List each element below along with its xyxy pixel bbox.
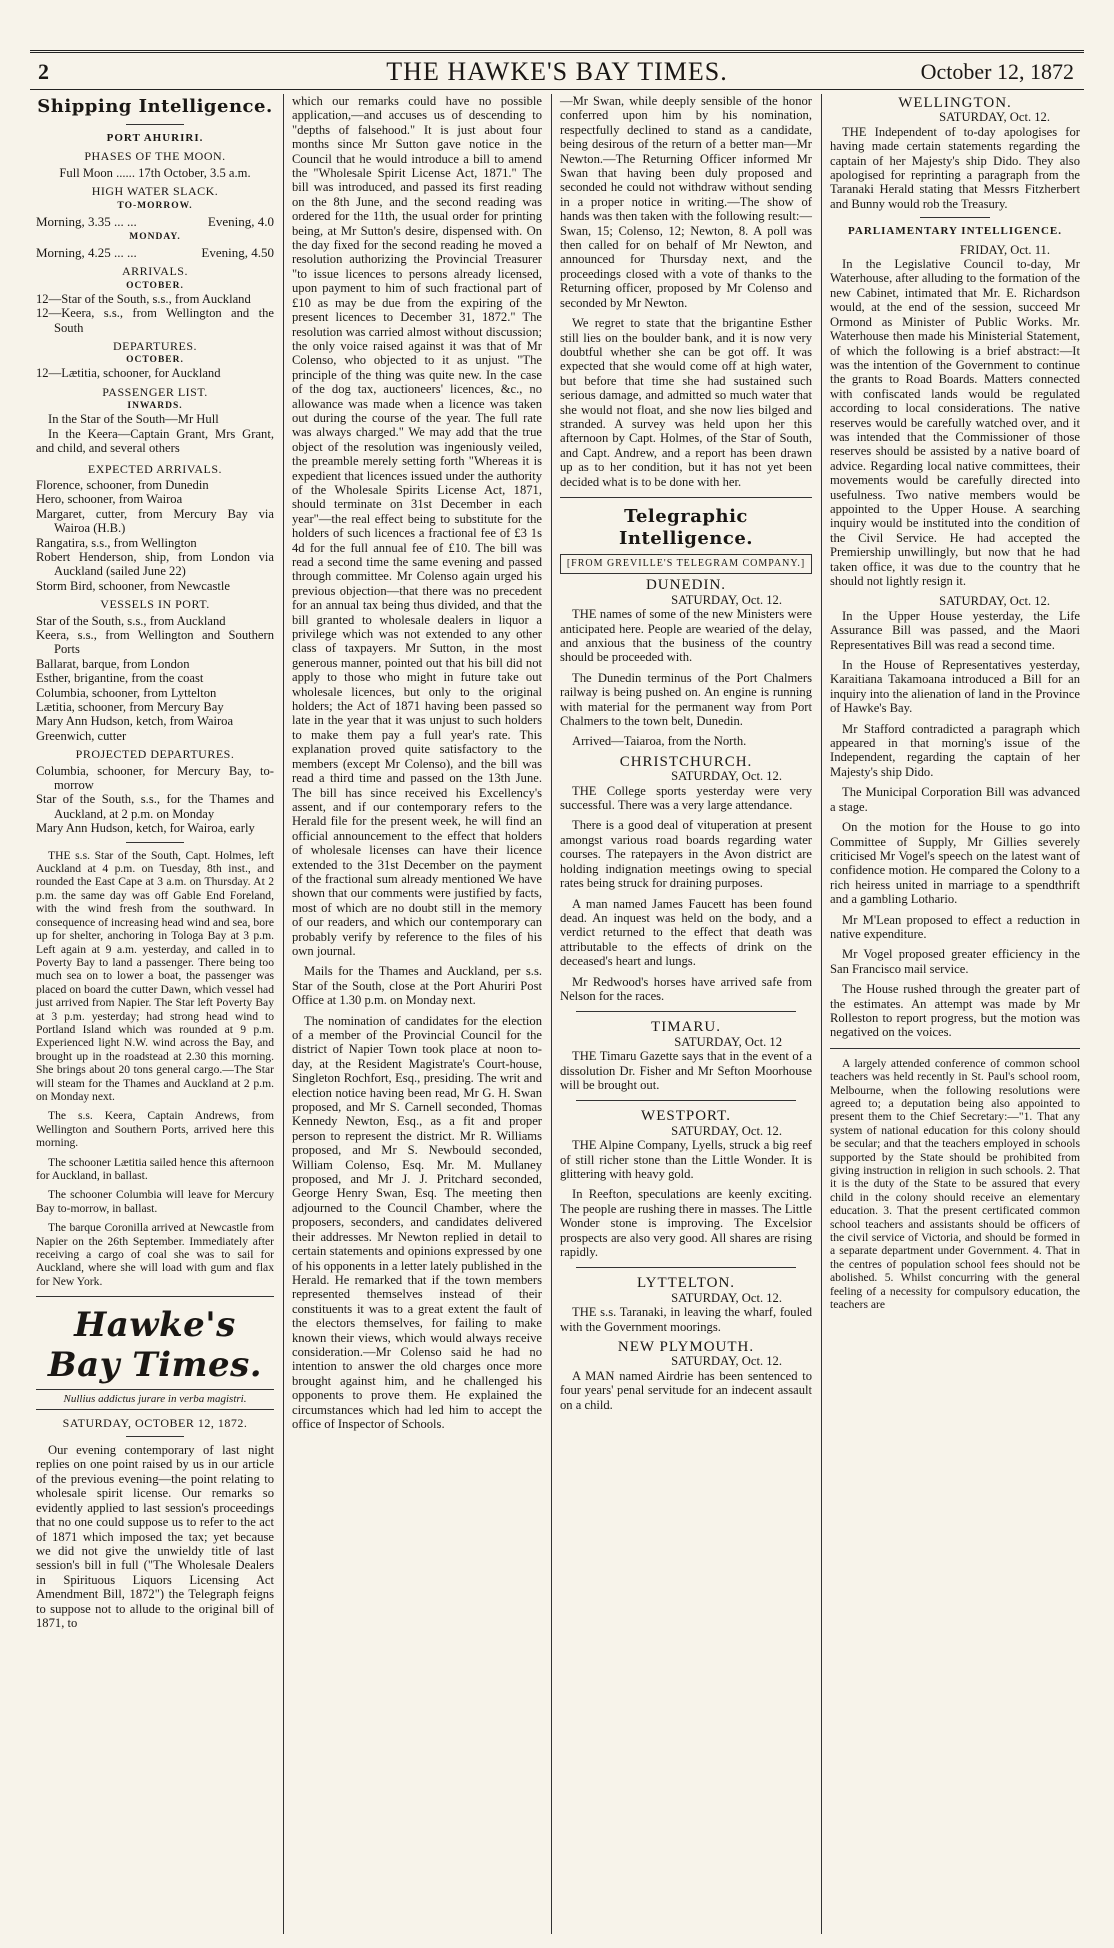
lyttelton-date: SATURDAY, Oct. 12. xyxy=(671,1290,782,1305)
tide-evening-2: Evening, 4.50 xyxy=(201,245,274,261)
columns xyxy=(30,94,1084,1934)
shipping-heading: Shipping Intelligence. xyxy=(37,96,273,117)
christchurch-heading: CHRISTCHURCH. xyxy=(619,753,753,770)
friday-date: FRIDAY, Oct. 11. xyxy=(959,242,1050,257)
parliament-paragraph: In the Legislative Council to-day, Mr Waterhouse, after alluding to the formation of the new Cabinet, intimated that Mr. E. Richardson would, at the end of the session, succeed Mr Ormond as Minister of Public Works. Mr. Waterhouse then made his Ministerial Statement, of which the following is a brief abstract:—It was the intention of the Government to continue the grants to Road Boards. Matters connected with confiscated lands would be regulated according to local considerations. The native reserves would be carefully watched over, and it was intended that the Commissioner of those reserves should be assisted by a native board of advice. Regarding local native committees, their movements would be carefully directed into usefulness. Two native members would be appointed to the Upper House. A searching inquiry would be instituted into the condition of the Civil Service. He had accepted the Premiership unwillingly, but now that he had taken office, it was due to the country that he should not lightly resign it. xyxy=(830,257,1080,588)
expected-item: Hero, schooner, from Wairoa xyxy=(36,492,183,507)
motto: Nullius addictus jurare in verba magistri. xyxy=(36,1389,274,1409)
christchurch-date: SATURDAY, Oct. 12. xyxy=(671,769,782,784)
timaru-date: SATURDAY, Oct. 12 xyxy=(674,1034,782,1049)
projected-item: Mary Ann Hudson, ketch, for Wairoa, early xyxy=(36,821,255,836)
departures-month: OCTOBER. xyxy=(126,355,184,366)
inwards-label: INWARDS. xyxy=(127,401,183,412)
moon-heading: PHASES OF THE MOON. xyxy=(84,149,226,164)
nomination-continued: —Mr Swan, while deeply sensible of the honor conferred upon him by his nomination, respectfully declined to stand as a candidate, being desirous of the return of a better man—Mr Newton.—The Returning Officer informed Mr Swan that having been duly proposed and seconded he could not withdraw without sending in a proper notice in writing.—The show of hands was then taken with the following result:—Swan, 15; Colenso, 12; Newton, 8. A poll was then called for on behalf of Mr Newton, and announced for Thursday next, and the proceedings closed with a vote of thanks to the Returning officer, proposed by Mr Colenso and seconded by Mr Newton. xyxy=(560,94,812,310)
issue-date: October 12, 1872 xyxy=(920,59,1074,84)
divider xyxy=(830,1048,1080,1049)
shipping-paragraph: The schooner Lætitia sailed hence this afternoon for Auckland, in ballast. xyxy=(36,1155,274,1182)
expected-arrivals-heading: EXPECTED ARRIVALS. xyxy=(87,461,223,476)
divider xyxy=(36,1296,274,1297)
wellington-date: SATURDAY, Oct. 12. xyxy=(939,110,1050,125)
parliament-paragraph: Mr Vogel proposed greater efficiency in the San Francisco mail service. xyxy=(830,947,1080,976)
nomination-paragraph: The nomination of candidates for the election of a member of the Provincial Council for the district of Napier Town took place at noon to-day, at the Resident Magistrate's Court-house, Singleton Rochfort, Esq., presiding. The writ and election notice having been read, Mr G. H. Swan proposed, and Mr S. Carnell seconded, Thomas Kennedy Newton, Esq., as a fit and proper person to represent the district. Mr R. Williams proposed, and Mr S. Newbould seconded, William Colenso, Esq. Mr. M. Mullaney proposed, and Mr J. J. Pritchard seconded, George Henry Swan, Esq. The meeting then adjourned to the Council Chamber, where the proposers, seconders, and candidates delivered their addresses. Mr Newton replied in detail to certain statements and opinions expressed by one of his opponents in a letter lately published in the Herald. He remarked that if the town members represented themselves instead of their constituents it was to a great extent the fault of the electors themselves, for failing to make known their views, which would always receive consideration.—Mr Colenso said he had no intention to answer the old charges once more brought against him, and he challenged his opponents to prove them. He explained the circumstances which had led him to accept the office of Inspector of Schools. xyxy=(292,1013,542,1431)
parliament-paragraph: The House rushed through the greater part of the estimates. An attempt was made by Mr Rolleston to report progress, but the motion was negatived on the voices. xyxy=(830,982,1080,1040)
parliament-paragraph: In the Upper House yesterday, the Life Assurance Bill was passed, and the Maori Representatives Bill was read a second time. xyxy=(830,608,1080,652)
new-plymouth-heading: NEW PLYMOUTH. xyxy=(617,1339,755,1356)
tomorrow-label: TO-MORROW. xyxy=(117,200,193,211)
christchurch-paragraph: THE College sports yesterday were very successful. There was a very large attendance. xyxy=(560,783,812,813)
mails-paragraph: Mails for the Thames and Auckland, per s.s. Star of the South, close at the Port Ahuriri Post Office at 1.30 p.m. on Monday next. xyxy=(292,964,542,1008)
shipping-paragraph: THE s.s. Star of the South, Capt. Holmes, left Auckland at 4 p.m. on Tuesday, 8th inst., and rounded the East Cape at 3 a.m. on Thursday. At 2 p.m. the same day was off Gable End Foreland, with the wind fresh from the southward. In consequence of increasing head wind and sea, bore up for shelter, anchoring in Tologa Bay at 3 p.m. Left again at 9 a.m. yesterday, and called in to Poverty Bay to land a passenger. There being too much sea on to lower a boat, the passenger was placed on board the cutter Dawn, which vessel had just arrived from Napier. The Star left Poverty Bay at 3 p.m. yesterday; had strong head wind to Portland Island which was rounded at 9 p.m. Experienced light N.W. wind across the Bay, and brought up in the roadstead at 2.30 this morning. She brings about 20 tons general cargo.—The Star will steam for the Thames and Auckland at 2 p.m. on Monday next. xyxy=(36,848,274,1103)
tide-evening-1: Evening, 4.0 xyxy=(207,213,274,229)
passenger-list-heading: PASSENGER LIST. xyxy=(102,384,208,399)
expected-item: Robert Henderson, ship, from London via Auckland (sailed June 22) xyxy=(36,549,274,579)
projected-item: Star of the South, s.s., for the Thames and Auckland, at 2 p.m. on Monday xyxy=(36,792,274,821)
conference-paragraph: A largely attended conference of common school teachers was held recently in St. Paul's school room, Melbourne, when the following resolutions were agreed to; a deputation being also appointed to present them to the Chief Secretary:—"1. That any system of national education for this colony should be secular; and that the teachers employed in schools supported by the State should be prohibited from giving instruction in religion in such schools. 2. That it is the duty of the State to be assured that every child in the colony should receive an elementary education. 3. That the present certificated common school teachers and assistants should be officers of the civil service of Victoria, and should be formed in a separate department under Government. 4. That in the centres of population school fees should not be abolished. 5. Whilst concurring with the general feeling of a necessity for compulsory education, the teachers are xyxy=(830,1056,1080,1312)
editorial-paragraph: Our evening contemporary of last night replies on one point raised by us in our article of the previous evening—the point relating to wholesale spirit license. Our remarks so evidently applied to last session's proceedings that no one could suppose us to refer to the act of 1871 which imposed the tax; yet because we did not give the unwieldy title of last session's bill in full ("The Wholesale Dealers in Spirituous Liquors Licensing Act Amendment Bill, 1872") the Telegraph feigns to suppose not to allude to the original bill of 1871, to xyxy=(36,1443,274,1630)
parliament-paragraph: Mr M'Lean proposed to effect a reduction in native expenditure. xyxy=(830,912,1080,941)
column-rule xyxy=(551,94,552,1934)
dunedin-date: SATURDAY, Oct. 12. xyxy=(671,592,782,607)
lyttelton-paragraph: THE s.s. Taranaki, in leaving the wharf, fouled with the Government moorings. xyxy=(560,1305,812,1334)
telegraph-source: [FROM GREVILLE'S TELEGRAM COMPANY.] xyxy=(560,554,812,574)
wellington-heading: WELLINGTON. xyxy=(898,95,1012,111)
column-2 xyxy=(286,94,548,1934)
port-item: Columbia, schooner, from Lyttelton xyxy=(36,685,217,700)
wellington-paragraph: THE Independent of to-day apologises for having made certain statements regarding the captain of her Majesty's ship Dido. They also apologised for reprinting a paragraph from the Taranaki Herald stating that Messrs Fitzherbert and Bunny would rob the Treasury. xyxy=(830,124,1080,211)
new-plymouth-date: SATURDAY, Oct. 12. xyxy=(671,1354,782,1369)
divider xyxy=(126,124,184,125)
vessels-in-port-heading: VESSELS IN PORT. xyxy=(100,597,210,612)
arrival-item: 12—Keera, s.s., from Wellington and the South xyxy=(36,306,274,335)
new-plymouth-paragraph: A MAN named Airdrie has been sentenced to four years' penal servitude for an indecent assault on a child. xyxy=(560,1368,812,1412)
port-item: Ballarat, barque, from London xyxy=(36,656,190,671)
port-item: Mary Ann Hudson, ketch, from Wairoa xyxy=(36,714,234,729)
shipping-paragraph: The schooner Columbia will leave for Mercury Bay to-morrow, in ballast. xyxy=(36,1188,274,1215)
tide-morning-2: Morning, 4.25 ... ... xyxy=(36,245,137,261)
port-item: Lætitia, schooner, from Mercury Bay xyxy=(36,700,224,714)
parliamentary-heading: PARLIAMENTARY INTELLIGENCE. xyxy=(847,225,1063,238)
port-item: Star of the South, s.s., from Auckland xyxy=(36,613,226,628)
westport-paragraph: In Reefton, speculations are keenly exciting. The people are rushing there in masses. The Little Wonder stone is improving. The Excelsior prospects are also very good. All shares are rising rapidly. xyxy=(560,1187,812,1260)
newspaper-title: THE HAWKE'S BAY TIMES. xyxy=(386,57,728,86)
expected-item: Margaret, cutter, from Mercury Bay via Wairoa (H.B.) xyxy=(36,506,274,536)
monday-label: MONDAY. xyxy=(129,232,181,243)
expected-item: Florence, schooner, from Dunedin xyxy=(36,477,209,492)
expected-item: Rangatira, s.s., from Wellington xyxy=(36,535,197,550)
page-number: 2 xyxy=(38,59,49,84)
divider xyxy=(576,1267,796,1268)
christchurch-paragraph: Mr Redwood's horses have arrived safe from Nelson for the races. xyxy=(560,974,812,1003)
dunedin-paragraph: The Dunedin terminus of the Port Chalmers railway is being pushed on. An engine is running with material for the permanent way from Port Chalmers to the town belt, Dunedin. xyxy=(560,670,812,729)
column-rule xyxy=(821,94,822,1934)
westport-date: SATURDAY, Oct. 12. xyxy=(671,1123,782,1138)
telegraphic-heading: Telegraphic Intelligence. xyxy=(618,505,754,549)
parliament-paragraph: In the House of Representatives yesterday, Karaitiana Takamoana introduced a Bill for an inquiry into the alienation of land in the Province of Hawke's Bay. xyxy=(830,658,1080,716)
timaru-heading: TIMARU. xyxy=(651,1019,721,1036)
tide-row-2 xyxy=(36,246,274,260)
moon-line: Full Moon ...... 17th October, 3.5 a.m. xyxy=(59,165,251,180)
esther-paragraph: We regret to state that the brigantine Esther still lies on the boulder bank, and it is now very doubtful whether she can be got off. It was expected that she would come off at high water, but before that time she had sustained such serious damage, and admitted so much water that she would not float, and she now lies bilged and stranded. A survey was held upon her this afternoon by Capt. Holmes, of the Star of South, and Capt. Andrew, and a report has been drawn up as to her condition, but it has not yet been decided what is to be done with her. xyxy=(560,316,812,489)
arrival-item: 12—Star of the South, s.s., from Auckland xyxy=(36,291,251,306)
christchurch-paragraph: A man named James Faucett has been found dead. An inquest was held on the body, and a verdict returned to the effect that death was attributable to the effects of drink on the deceased's heart and lungs. xyxy=(560,896,812,969)
passenger-item: In the Keera—Captain Grant, Mrs Grant, and child, and several others xyxy=(36,426,274,456)
editorial-continued: which our remarks could have no possible application,—and accuses us of descending to "depths of falsehood." It is just about four months since Mr Sutton gave notice in the Council that he would introduce a bill to amend the "Wholesale Spirit License Act, 1871." The bill was introduced, and passed its first reading on the 8th June, and the second reading was ordered for the 11th, the usual order for printing being, at Mr Sutton's desire, dispensed with. On the day fixed for the second reading he moved a resolution authorizing the Provincial Treasurer "to issue licences to persons already licensed, upon payment to him of such fractional part of £10 as may be due from the expiring of the present licences to December 31, 1872." The resolution was carried almost without discussion; the only voice raised against it was that of Mr Colenso, who objected to it as unjust. "The principle of the thing was quite new. In the case of the dog tax, auctioneers' licences, &c., no allowance was made when a licence was taken out during the course of the year. The full rate was always charged." We may add that the true object of the resolution was ingeniously veiled, the preamble merely setting forth "Whereas it is expedient that licences issued under the authority of the Wholesale Spirits License Act, 1871, should terminate on 31st December in each year"—the real effect being to substitute for the holders of such licences a fractional fee of £3 1s 4d for the full annual fee of £10. The bill was read a second time the same evening and passed through committee. Mr Colenso again urged his previous objection—that there was no precedent for an annual tax being thus divided, and that the bill granted to wholesale dealers in liquor a privilege which was not extended to any other class of taxpayers. Mr Sutton, in the most generous manner, pointed out that his bill did not apply to those who might in future take out wholesale licences, but only to the original holders; the Act of 1871 having been passed so late in the year that it was unjust to such holders to make them pay a full year's rate. This explanation proved quite satisfactory to the members (except Mr Colenso), and the bill was read a third time and passed on the 13th June. The bill has since received his Excellency's assent, and if our contemporary refers to the Herald file for the present week, he will find an official announcement to the effect that holders of wholesale licenses can have their licence extended to the 31st December on the payment of the fractional sum already mentioned We have shown that our comments were justified by facts, most of which are no doubt still in the memory of our readers, and which our contemporary can probably verify by reference to the files of his own journal. xyxy=(292,94,542,958)
projected-item: Columbia, schooner, for Mercury Bay, to-morrow xyxy=(36,763,274,793)
christchurch-paragraph: There is a good deal of vituperation at present amongst various road boards regarding water courses. The ratepayers in the Avon district are holding indignation meetings owing to special rates being struck for draining purposes. xyxy=(560,818,812,891)
saturday-date: SATURDAY, Oct. 12. xyxy=(939,594,1050,609)
editorial-date: SATURDAY, OCTOBER 12, 1872. xyxy=(62,1415,248,1430)
divider xyxy=(126,842,184,843)
masthead xyxy=(30,50,1084,90)
port-heading: PORT AHURIRI. xyxy=(106,132,204,144)
column-3 xyxy=(554,94,818,1934)
port-item: Keera, s.s., from Wellington and Southern Ports xyxy=(36,627,274,657)
parliament-paragraph: Mr Stafford contradicted a paragraph which appeared in that morning's issue of the Independent, regarding the captain of her Majesty's ship Dido. xyxy=(830,721,1080,779)
westport-heading: WESTPORT. xyxy=(641,1108,731,1125)
port-item: Esther, brigantine, from the coast xyxy=(36,671,204,686)
passenger-item: In the Star of the South—Mr Hull xyxy=(48,412,219,427)
tide-row-1 xyxy=(36,215,274,229)
column-rule xyxy=(283,94,284,1934)
dunedin-paragraph: THE names of some of the new Ministers were anticipated here. People are wearied of the delay, and anxious that the business of the country should be proceeded with. xyxy=(560,607,812,665)
divider xyxy=(576,1100,796,1101)
parliament-paragraph: The Municipal Corporation Bill was advanced a stage. xyxy=(830,785,1080,814)
tide-morning-1: Morning, 3.35 ... ... xyxy=(36,213,137,229)
dunedin-heading: DUNEDIN. xyxy=(645,577,727,594)
divider xyxy=(560,497,812,498)
column-1 xyxy=(30,94,280,1934)
divider xyxy=(576,1011,796,1012)
divider xyxy=(126,1436,184,1437)
shipping-paragraph: The s.s. Keera, Captain Andrews, from Wellington and Southern Ports, arrived here this morning. xyxy=(36,1109,274,1150)
parliament-paragraph: On the motion for the House to go into Committee of Supply, Mr Gillies severely criticised Mr Vogel's speech on the latest want of confidence motion. He compared the Colony to a rich heiress united in marriage to a spendthrift and a gambling Lothario. xyxy=(830,820,1080,907)
projected-departures-heading: PROJECTED DEPARTURES. xyxy=(75,747,235,762)
divider xyxy=(920,217,990,218)
tide-heading: HIGH WATER SLACK. xyxy=(91,184,219,199)
shipping-paragraph: The barque Coronilla arrived at Newcastle from Napier on the 26th September. Immediately after receiving a cargo of coal she was to sail for Auckland, where she will load with gum and flax for New York. xyxy=(36,1221,274,1288)
lyttelton-heading: LYTTELTON. xyxy=(636,1275,736,1292)
departures-heading: DEPARTURES. xyxy=(112,339,198,354)
departure-item: 12—Lætitia, schooner, for Auckland xyxy=(36,366,221,381)
column-4 xyxy=(824,94,1086,1934)
dunedin-paragraph: Arrived—Taiaroa, from the North. xyxy=(572,734,747,749)
arrivals-month: OCTOBER. xyxy=(126,280,184,291)
timaru-paragraph: THE Timaru Gazette says that in the event of a dissolution Dr. Fisher and Mr Sefton Moorhouse will be brought out. xyxy=(560,1049,812,1092)
arrivals-heading: ARRIVALS. xyxy=(122,264,188,279)
paper-title: Hawke's Bay Times. xyxy=(47,1305,263,1386)
port-item: Greenwich, cutter xyxy=(36,728,127,743)
expected-item: Storm Bird, schooner, from Newcastle xyxy=(36,578,230,593)
westport-paragraph: THE Alpine Company, Lyells, struck a big reef of still richer stone than the Little Wonder. It is glittering with heavy gold. xyxy=(560,1138,812,1181)
